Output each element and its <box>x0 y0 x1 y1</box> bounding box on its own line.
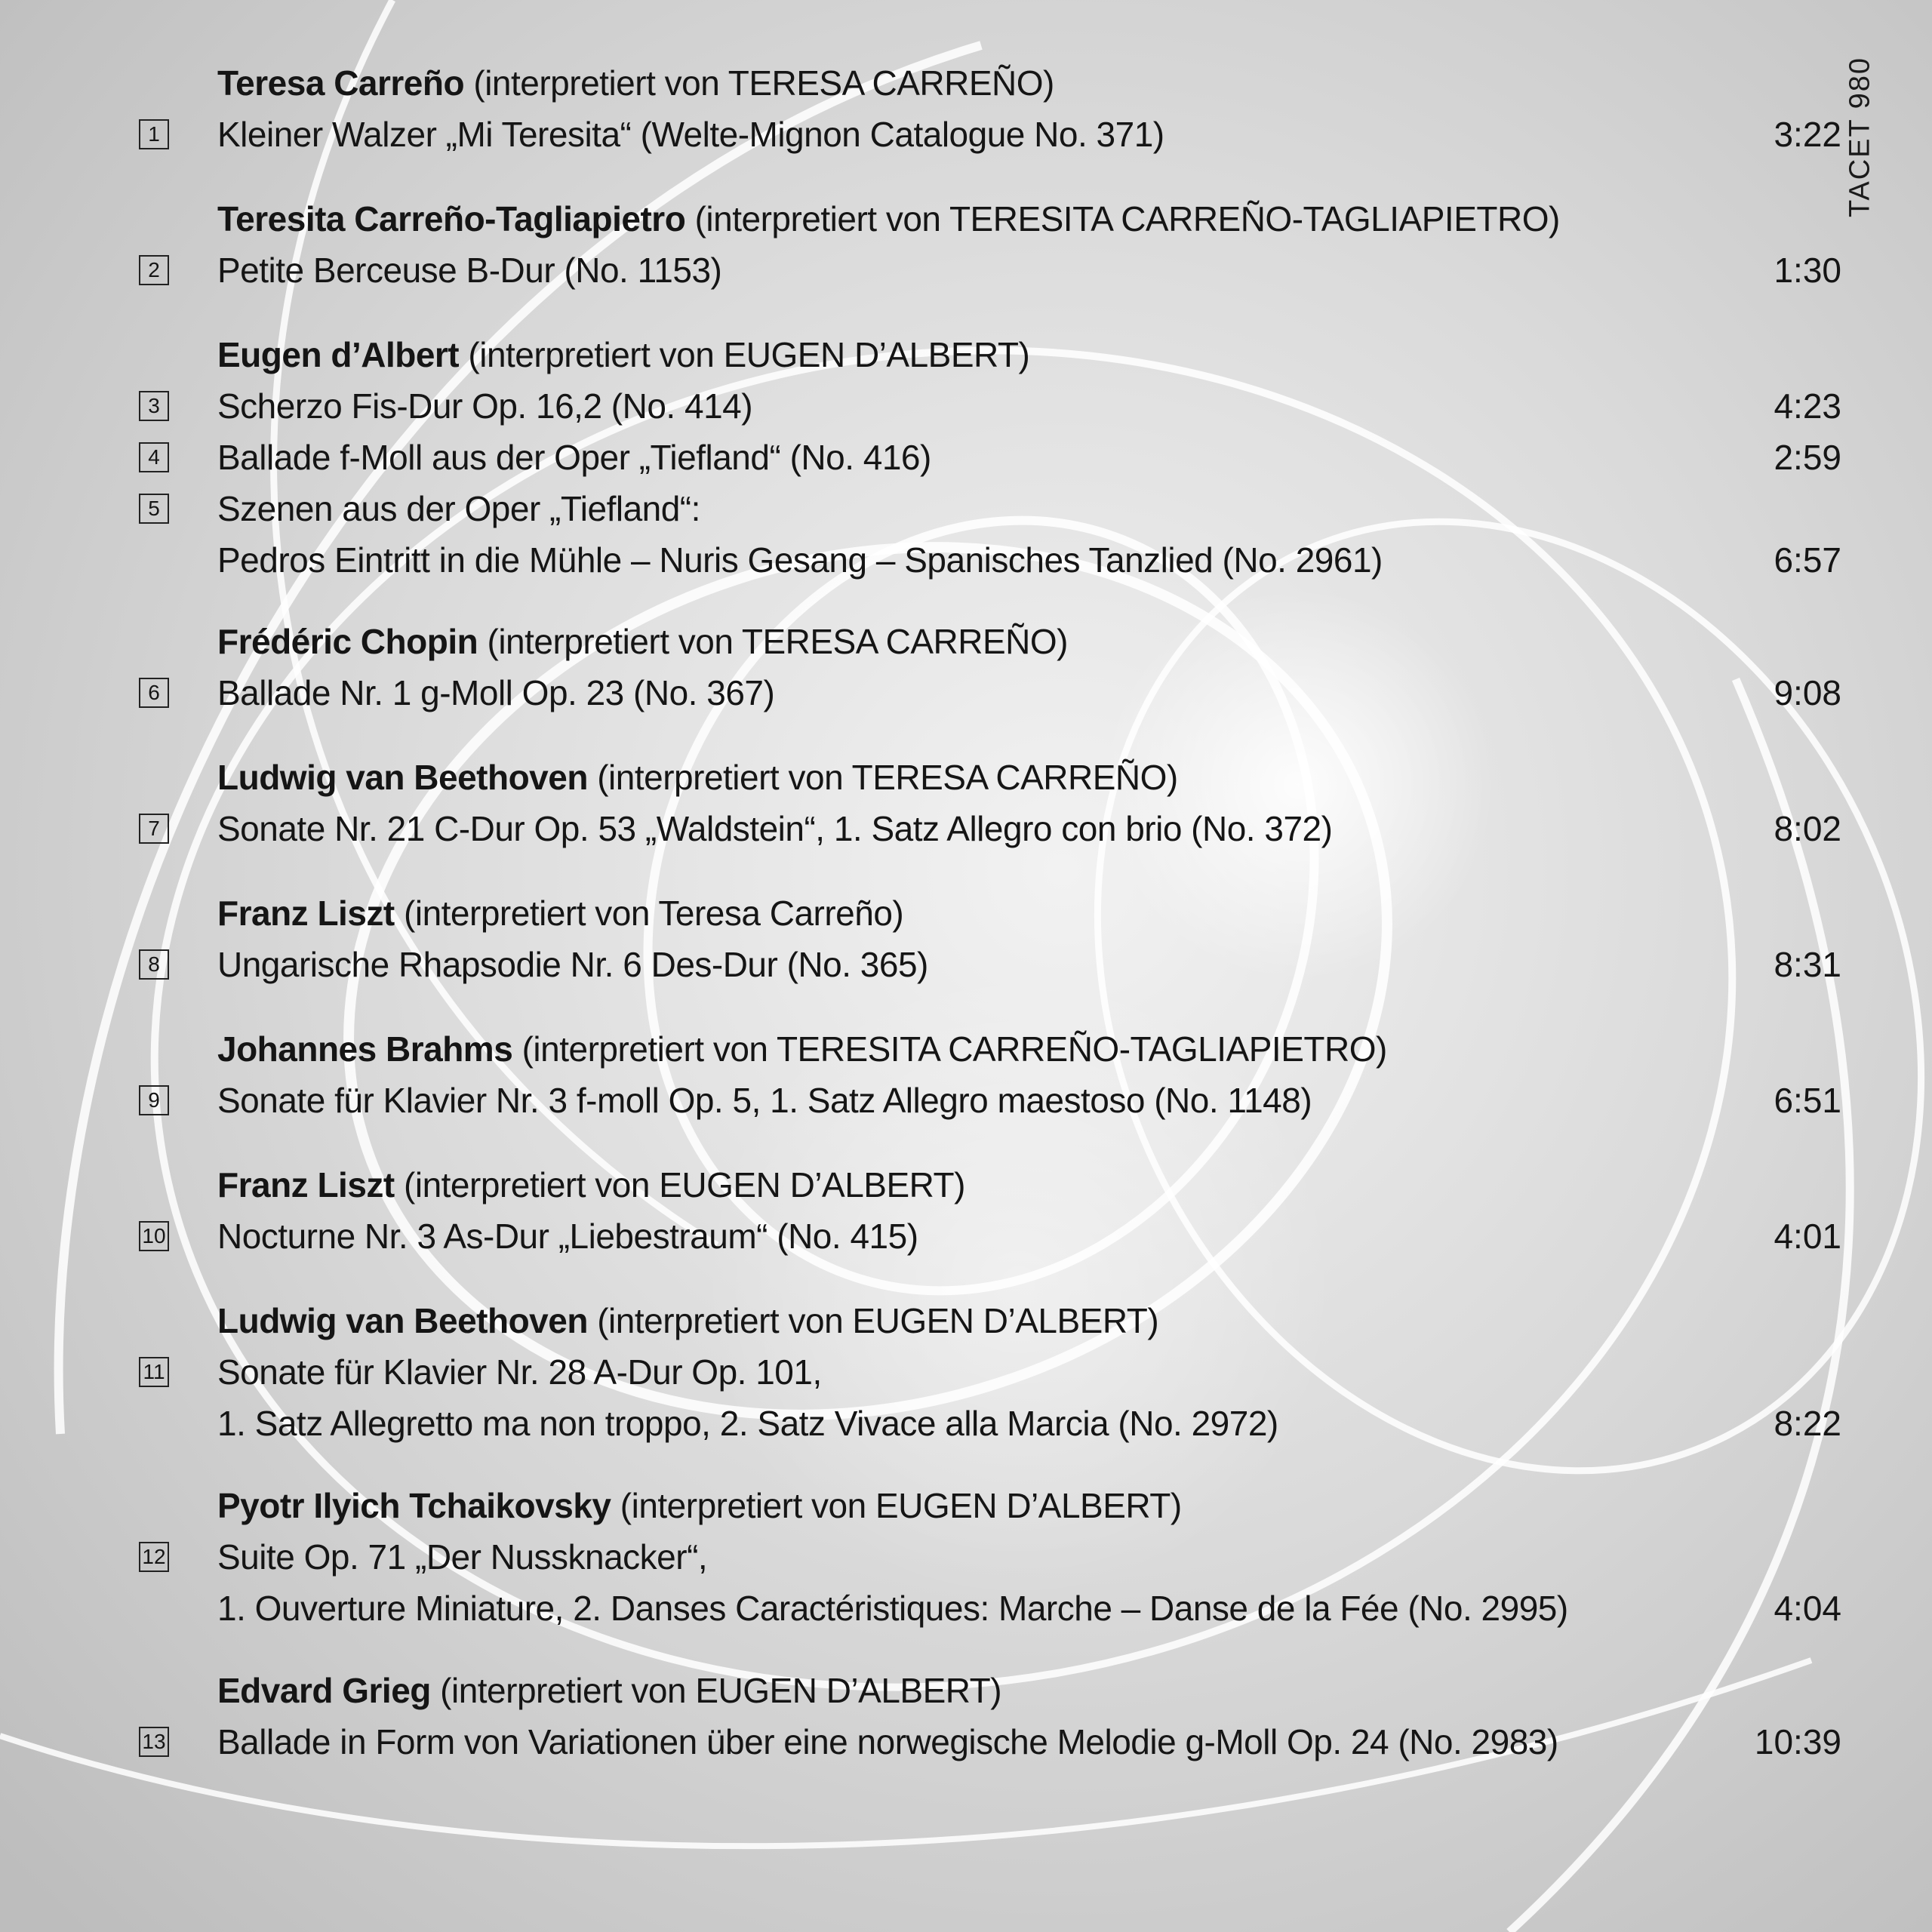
performer-note: (interpretiert von TERESITA CARREÑO-TAGLIAPIETRO) <box>521 1029 1387 1069</box>
track-number-box: 2 <box>139 255 169 285</box>
track-title: Sonate für Klavier Nr. 28 A-Dur Op. 101, <box>217 1352 822 1392</box>
track-row <box>0 1349 1932 1395</box>
track-number-box: 6 <box>139 678 169 708</box>
composer-name: Teresita Carreño-Tagliapietro <box>217 199 686 238</box>
section-heading <box>217 332 1029 377</box>
track-number-box: 8 <box>139 949 169 980</box>
track-number-box: 13 <box>139 1727 169 1757</box>
performer-note: (interpretiert von EUGEN D’ALBERT) <box>468 335 1030 374</box>
track-title: Suite Op. 71 „Der Nussknacker“, <box>217 1537 708 1577</box>
performer-note: (interpretiert von TERESA CARREÑO) <box>473 63 1054 103</box>
track-title: Ballade in Form von Variationen über eine norwegische Melodie g-Moll Op. 24 (No. 2983) <box>217 1722 1558 1761</box>
track-row <box>0 1534 1932 1580</box>
track-number-box: 4 <box>139 442 169 472</box>
track-duration: 10:39 <box>1754 1722 1841 1761</box>
performer-note: (interpretiert von TERESITA CARREÑO-TAGLIAPIETRO) <box>694 199 1560 238</box>
track-row <box>0 670 1932 715</box>
track-row <box>0 112 1932 157</box>
track-row <box>0 1214 1932 1259</box>
track-number-box: 9 <box>139 1085 169 1115</box>
track-row <box>0 1078 1932 1123</box>
track-title: Ballade Nr. 1 g-Moll Op. 23 (No. 367) <box>217 673 775 712</box>
composer-name: Teresa Carreño <box>217 63 465 103</box>
track-row <box>0 435 1932 480</box>
track-row <box>0 1586 1932 1631</box>
composer-name: Franz Liszt <box>217 894 395 933</box>
performer-note: (interpretiert von EUGEN D’ALBERT) <box>597 1301 1159 1340</box>
track-number-box: 3 <box>139 391 169 421</box>
track-duration: 1:30 <box>1774 251 1841 290</box>
track-title: Szenen aus der Oper „Tiefland“: <box>217 489 700 528</box>
track-title: Sonate Nr. 21 C-Dur Op. 53 „Waldstein“, 1. Satz Allegro con brio (No. 372) <box>217 809 1333 848</box>
track-row <box>0 942 1932 987</box>
catalog-number: TACET 980 <box>1844 57 1876 218</box>
track-duration: 4:23 <box>1774 386 1841 426</box>
track-title: Kleiner Walzer „Mi Teresita“ (Welte-Mignon Catalogue No. 371) <box>217 115 1164 154</box>
track-duration: 6:51 <box>1774 1081 1841 1120</box>
track-duration: 4:04 <box>1774 1589 1841 1628</box>
section-heading <box>217 891 903 936</box>
track-duration: 6:57 <box>1774 540 1841 580</box>
composer-name: Ludwig van Beethoven <box>217 1301 588 1340</box>
track-duration: 8:31 <box>1774 945 1841 984</box>
section-heading <box>217 1668 1001 1713</box>
track-duration: 2:59 <box>1774 438 1841 477</box>
track-title: Ungarische Rhapsodie Nr. 6 Des-Dur (No. 365) <box>217 945 928 984</box>
track-duration: 8:02 <box>1774 809 1841 848</box>
track-number-box: 5 <box>139 494 169 524</box>
track-number-box: 10 <box>139 1221 169 1251</box>
track-title: Petite Berceuse B-Dur (No. 1153) <box>217 251 722 290</box>
section-heading <box>217 1298 1158 1343</box>
performer-note: (interpretiert von EUGEN D’ALBERT) <box>404 1165 965 1204</box>
composer-name: Franz Liszt <box>217 1165 395 1204</box>
track-number-box: 12 <box>139 1542 169 1572</box>
performer-note: (interpretiert von EUGEN D’ALBERT) <box>620 1486 1182 1525</box>
composer-name: Pyotr Ilyich Tchaikovsky <box>217 1486 611 1525</box>
composer-name: Ludwig van Beethoven <box>217 758 588 797</box>
track-row <box>0 537 1932 583</box>
track-row <box>0 1401 1932 1446</box>
track-title: Sonate für Klavier Nr. 3 f-moll Op. 5, 1. Satz Allegro maestoso (No. 1148) <box>217 1081 1312 1120</box>
track-title: Nocturne Nr. 3 As-Dur „Liebestraum“ (No. 415) <box>217 1217 918 1256</box>
composer-name: Frédéric Chopin <box>217 622 478 661</box>
section-heading <box>217 619 1068 664</box>
composer-name: Eugen d’Albert <box>217 335 460 374</box>
section-heading <box>217 60 1054 106</box>
track-duration: 4:01 <box>1774 1217 1841 1256</box>
track-number-box: 1 <box>139 119 169 149</box>
track-row <box>0 248 1932 293</box>
performer-note: (interpretiert von Teresa Carreño) <box>404 894 904 933</box>
track-row <box>0 486 1932 531</box>
track-title: 1. Ouverture Miniature, 2. Danses Caractéristiques: Marche – Danse de la Fée (No. 2995) <box>217 1589 1568 1628</box>
section-heading <box>217 196 1560 242</box>
track-duration: 8:22 <box>1774 1404 1841 1443</box>
track-row <box>0 383 1932 429</box>
composer-name: Edvard Grieg <box>217 1671 431 1710</box>
track-duration: 9:08 <box>1774 673 1841 712</box>
track-title: 1. Satz Allegretto ma non troppo, 2. Satz Vivace alla Marcia (No. 2972) <box>217 1404 1278 1443</box>
track-row <box>0 806 1932 851</box>
composer-name: Johannes Brahms <box>217 1029 513 1069</box>
track-row <box>0 1719 1932 1764</box>
track-title: Scherzo Fis-Dur Op. 16,2 (No. 414) <box>217 386 753 426</box>
performer-note: (interpretiert von TERESA CARREÑO) <box>597 758 1178 797</box>
section-heading <box>217 1483 1182 1528</box>
track-number-box: 7 <box>139 814 169 844</box>
track-duration: 3:22 <box>1774 115 1841 154</box>
performer-note: (interpretiert von EUGEN D’ALBERT) <box>440 1671 1002 1710</box>
performer-note: (interpretiert von TERESA CARREÑO) <box>487 622 1068 661</box>
section-heading <box>217 755 1178 800</box>
track-number-box: 11 <box>139 1357 169 1387</box>
section-heading <box>217 1026 1387 1072</box>
section-heading <box>217 1162 965 1208</box>
track-title: Pedros Eintritt in die Mühle – Nuris Gesang – Spanisches Tanzlied (No. 2961) <box>217 540 1383 580</box>
track-title: Ballade f-Moll aus der Oper „Tiefland“ (No. 416) <box>217 438 931 477</box>
